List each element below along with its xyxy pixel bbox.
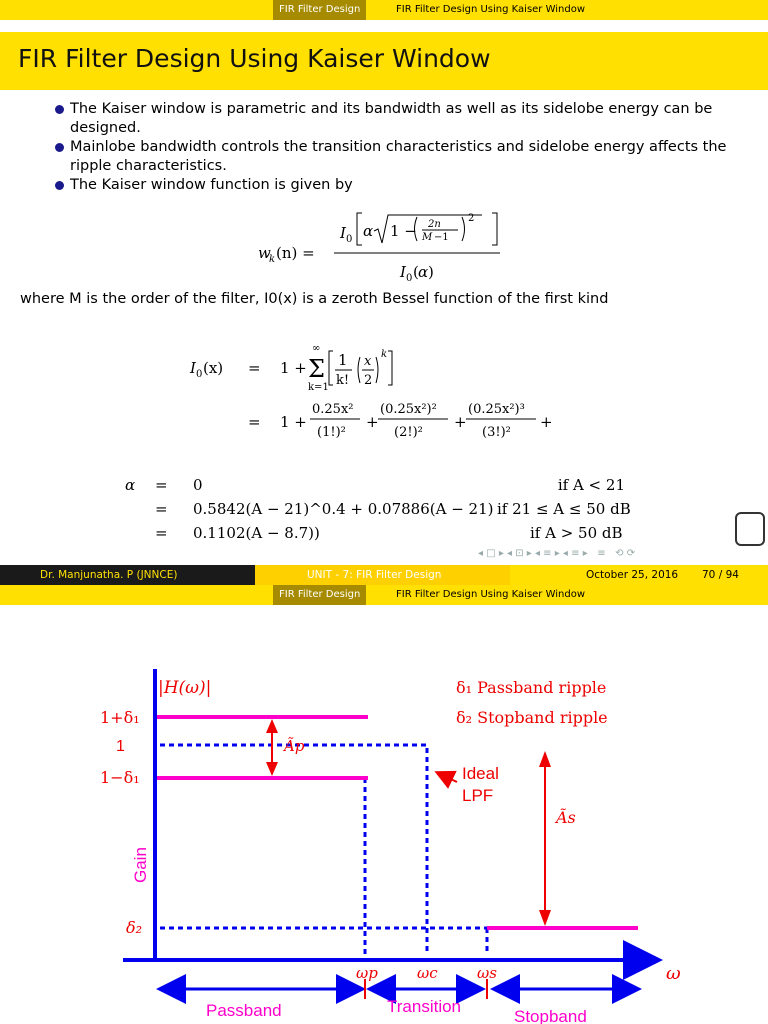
svg-text:0: 0 [346, 234, 353, 245]
slide-2 [0, 585, 768, 1024]
svg-text:(x): (x) [203, 359, 224, 377]
footer-date-page: October 25, 2016 70 / 94 [510, 565, 768, 585]
label-transition: Transition [387, 997, 462, 1016]
bullet-list [56, 100, 746, 195]
footer-bar [0, 565, 768, 585]
bullet-item: The Kaiser window is parametric and its bandwidth as well as its sidelobe energy can be designed. [56, 100, 746, 138]
alpha-cond-2: if 21 ≤ A ≤ 50 dB [497, 500, 631, 518]
label-lpf: LPF [462, 786, 494, 805]
svg-text:I: I [190, 359, 196, 377]
svg-text:=: = [248, 359, 261, 377]
svg-text:(2!)²: (2!)² [394, 425, 423, 440]
svg-text:k: k [269, 254, 276, 265]
alpha-cond-3: if A > 50 dB [530, 524, 623, 542]
where-text: where M is the order of the filter, I0(x) is a zeroth Bessel function of the first kind [20, 291, 609, 307]
label-delta2: δ₂ [126, 918, 143, 937]
institution-logo-icon [735, 512, 765, 546]
svg-text:+: + [366, 413, 379, 431]
svg-text:I: I [400, 263, 406, 281]
svg-text:(0.25x²)²: (0.25x²)² [380, 402, 437, 417]
nav-subsection[interactable]: FIR Filter Design Using Kaiser Window [396, 4, 586, 15]
svg-text:(0.25x²)³: (0.25x²)³ [468, 402, 525, 417]
beamer-navigation-icon[interactable]: ◂ □ ▸ ◂ ⊡ ▸ ◂ ≡ ▸ ◂ ≡ ▸ ≡ ⟲ ⟳ [478, 548, 636, 559]
slide-title: FIR Filter Design Using Kaiser Window [18, 44, 491, 73]
svg-text:0.25x²: 0.25x² [312, 402, 354, 417]
svg-text:k: k [381, 349, 388, 360]
nav-section[interactable]: FIR Filter Design [273, 0, 366, 20]
footer-author: Dr. Manjunatha. P (JNNCE) [0, 565, 255, 585]
bullet-icon [55, 105, 64, 114]
svg-text:w: w [258, 244, 271, 262]
svg-text:α: α [418, 263, 429, 281]
legend-stopband-ripple: δ₂ Stopband ripple [456, 708, 608, 727]
svg-text:1 +: 1 + [280, 359, 307, 377]
footer-unit: UNIT - 7: FIR Filter Design [255, 565, 510, 585]
label-ws: ωs [477, 964, 497, 982]
svg-text:+: + [454, 413, 467, 431]
alpha-expr-1: 0 [193, 476, 203, 494]
svg-text:2: 2 [364, 373, 373, 388]
svg-text:(1!)²: (1!)² [317, 425, 346, 440]
svg-text:2n: 2n [428, 219, 441, 230]
nav-bar [0, 0, 768, 20]
label-stopband: Stopband [514, 1007, 587, 1024]
lpf-specification-diagram [0, 585, 768, 1024]
svg-text:∞: ∞ [312, 343, 321, 354]
label-as: Ãs [556, 808, 576, 827]
svg-text:1 +: 1 + [280, 413, 307, 431]
svg-text:0: 0 [196, 369, 203, 380]
label-1-plus-delta1: 1+δ₁ [100, 708, 140, 727]
alpha-expr-3: 0.1102(A − 8.7)) [193, 524, 320, 542]
label-h-omega: |H(ω)| [158, 678, 212, 698]
label-ap: Ãp [284, 737, 305, 755]
bullet-icon [55, 181, 64, 190]
svg-text:+: + [540, 413, 553, 431]
svg-text:(: ( [413, 263, 419, 281]
svg-text:(3!)²: (3!)² [482, 425, 511, 440]
gain-axis-label: Gain [131, 847, 150, 883]
bessel-formula [180, 335, 600, 445]
alpha-equations: α = = = 0 0.5842(A − 21)^0.4 + 0.07886(A − 21) 0.1102(A − 8.7)) if A < 21 if 21 ≤ A ≤ 50 dB if A > 50 dB [125, 476, 631, 542]
bullet-icon [55, 143, 64, 152]
nav-section[interactable]: FIR Filter Design [273, 585, 366, 605]
svg-text:1: 1 [338, 351, 348, 369]
svg-text:Σ: Σ [308, 355, 325, 383]
svg-text:k=1: k=1 [308, 382, 329, 393]
svg-text:): ) [428, 263, 434, 281]
bullet-item: Mainlobe bandwidth controls the transition characteristics and sidelobe energy affects the ripple characteristics. [56, 138, 746, 176]
nav-subsection[interactable]: FIR Filter Design Using Kaiser Window [396, 589, 586, 600]
svg-text:0: 0 [406, 273, 413, 284]
label-ideal: Ideal [462, 764, 499, 783]
svg-text:k!: k! [336, 373, 350, 388]
svg-text:x: x [364, 354, 372, 369]
label-wc: ωc [417, 964, 438, 982]
bullet-item: The Kaiser window function is given by [56, 176, 746, 195]
svg-text:2: 2 [468, 213, 475, 224]
label-omega: ω [666, 963, 681, 984]
svg-text:M: M [422, 232, 433, 243]
alpha-symbol: α [125, 476, 136, 494]
label-1-minus-delta1: 1−δ₁ [100, 768, 140, 787]
label-1: 1 [116, 738, 125, 755]
ideal-arrow [438, 773, 457, 782]
svg-text:−1: −1 [434, 232, 449, 243]
svg-text:I: I [340, 224, 346, 242]
svg-text:(n) =: (n) = [276, 244, 315, 262]
alpha-cond-1: if A < 21 [557, 476, 625, 494]
label-passband: Passband [206, 1001, 282, 1020]
svg-text:=: = [248, 413, 261, 431]
svg-text:α: α [363, 222, 374, 240]
alpha-expr-2: 0.5842(A − 21)^0.4 + 0.07886(A − 21) [193, 500, 494, 518]
label-wp: ωp [356, 964, 378, 982]
svg-text:1 −: 1 − [390, 222, 417, 240]
kaiser-window-formula [250, 205, 520, 287]
legend-passband-ripple: δ₁ Passband ripple [456, 678, 607, 697]
